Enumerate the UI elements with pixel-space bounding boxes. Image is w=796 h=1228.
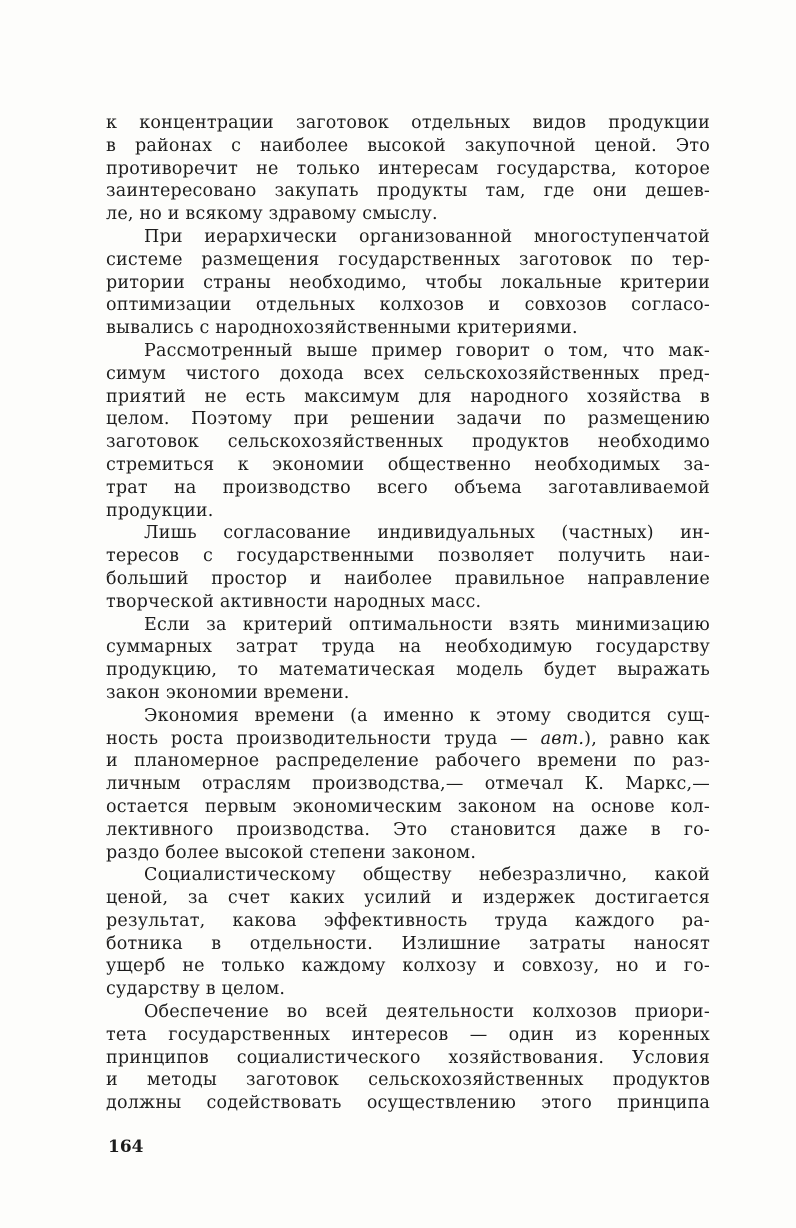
- text-line: симум чистого дохода всех сельскохозяйственных пред-: [106, 363, 710, 384]
- paragraph-2: [106, 226, 710, 340]
- text-line: принципов социалистического хозяйствования. Условия: [106, 1047, 710, 1068]
- text-line: тета государственных интересов — один из коренных: [106, 1024, 710, 1045]
- text-line: творческой активности народных масс.: [106, 591, 482, 612]
- text-line: сударству в целом.: [106, 979, 286, 1000]
- text-line-with-italic: [106, 728, 710, 751]
- text-line: вывались с народнохозяйственными критериями.: [106, 318, 578, 339]
- paragraph-6: [106, 705, 710, 865]
- text-line: суммарных затрат труда на необходимую государству: [106, 637, 710, 658]
- text-line: и методы заготовок сельскохозяйственных продуктов: [106, 1070, 710, 1091]
- text-line: продукцию, то математическая модель будет выражать: [106, 660, 710, 681]
- text-segment: ), равно как: [584, 728, 710, 749]
- text-line: противоречит не только интересам государства, которое: [106, 158, 710, 179]
- text-line: тересов с государственными позволяет получить наи-: [106, 546, 710, 567]
- text-line: ритории страны необходимо, чтобы локальные критерии: [106, 272, 710, 293]
- text-line: закон экономии времени.: [106, 682, 350, 703]
- text-line: системе размещения государственных заготовок по тер-: [106, 249, 710, 270]
- paragraph-1: [106, 112, 710, 226]
- italic-abbreviation: авт.: [540, 728, 585, 749]
- text-line: стремиться к экономии общественно необходимых за-: [106, 454, 710, 475]
- text-line: Экономия времени (а именно к этому сводится сущ-: [144, 705, 710, 726]
- text-line: Социалистическому обществу небезразлично, какой: [144, 865, 710, 886]
- text-line: целом. Поэтому при решении задачи по размещению: [106, 409, 710, 430]
- text-line: оптимизации отдельных колхозов и совхозов согласо-: [106, 295, 710, 316]
- text-line: к концентрации заготовок отдельных видов продукции: [106, 113, 710, 133]
- text-line: трат на производство всего объема заготавливаемой: [106, 477, 710, 498]
- text-line: ботника в отдельности. Излишние затраты наносят: [106, 933, 710, 954]
- paragraph-5: [106, 614, 710, 705]
- text-line: При иерархически организованной многоступенчатой: [144, 226, 710, 247]
- text-line: ущерб не только каждому колхозу и совхозу, но и го-: [106, 956, 710, 977]
- text-line: Обеспечение во всей деятельности колхозов приори-: [144, 1002, 710, 1023]
- text-line: Рассмотренный выше пример говорит о том, что мак-: [144, 340, 710, 361]
- paragraph-3: [106, 340, 710, 522]
- paragraph-7: [106, 864, 710, 1001]
- text-line: Если за критерий оптимальности взять минимизацию: [144, 614, 710, 635]
- text-line: приятий не есть максимум для народного хозяйства в: [106, 386, 710, 407]
- text-line: ценой, за счет каких усилий и издержек достигается: [106, 888, 710, 909]
- text-line: лективного производства. Это становится даже в го-: [106, 819, 710, 840]
- text-line: Лишь согласование индивидуальных (частных) ин-: [144, 523, 710, 544]
- text-line: и планомерное распределение рабочего времени по раз-: [106, 751, 710, 772]
- text-line: должны содействовать осуществлению этого принципа: [106, 1093, 710, 1114]
- text-line: заинтересовано закупать продукты там, где они дешев-: [106, 181, 710, 202]
- text-line: ле, но и всякому здравому смыслу.: [106, 204, 438, 225]
- text-line: результат, какова эффективность труда каждого ра-: [106, 910, 710, 931]
- paragraph-4: [106, 522, 710, 613]
- text-line: личным отраслям производства,— отмечал К. Маркс,—: [106, 774, 710, 795]
- page-text-block: [106, 112, 710, 1115]
- text-line: в районах с наиболее высокой закупочной ценой. Это: [106, 135, 710, 156]
- paragraph-8: [106, 1001, 710, 1115]
- text-line: заготовок сельскохозяйственных продуктов необходимо: [106, 432, 710, 453]
- text-line: остается первым экономическим законом на основе кол-: [106, 796, 710, 817]
- text-line: продукции.: [106, 500, 214, 521]
- text-line: больший простор и наиболее правильное направление: [106, 568, 710, 589]
- text-segment: ность роста производительности труда —: [106, 728, 541, 749]
- page-number: 164: [108, 1137, 144, 1157]
- text-line: раздо более высокой степени законом.: [106, 842, 477, 863]
